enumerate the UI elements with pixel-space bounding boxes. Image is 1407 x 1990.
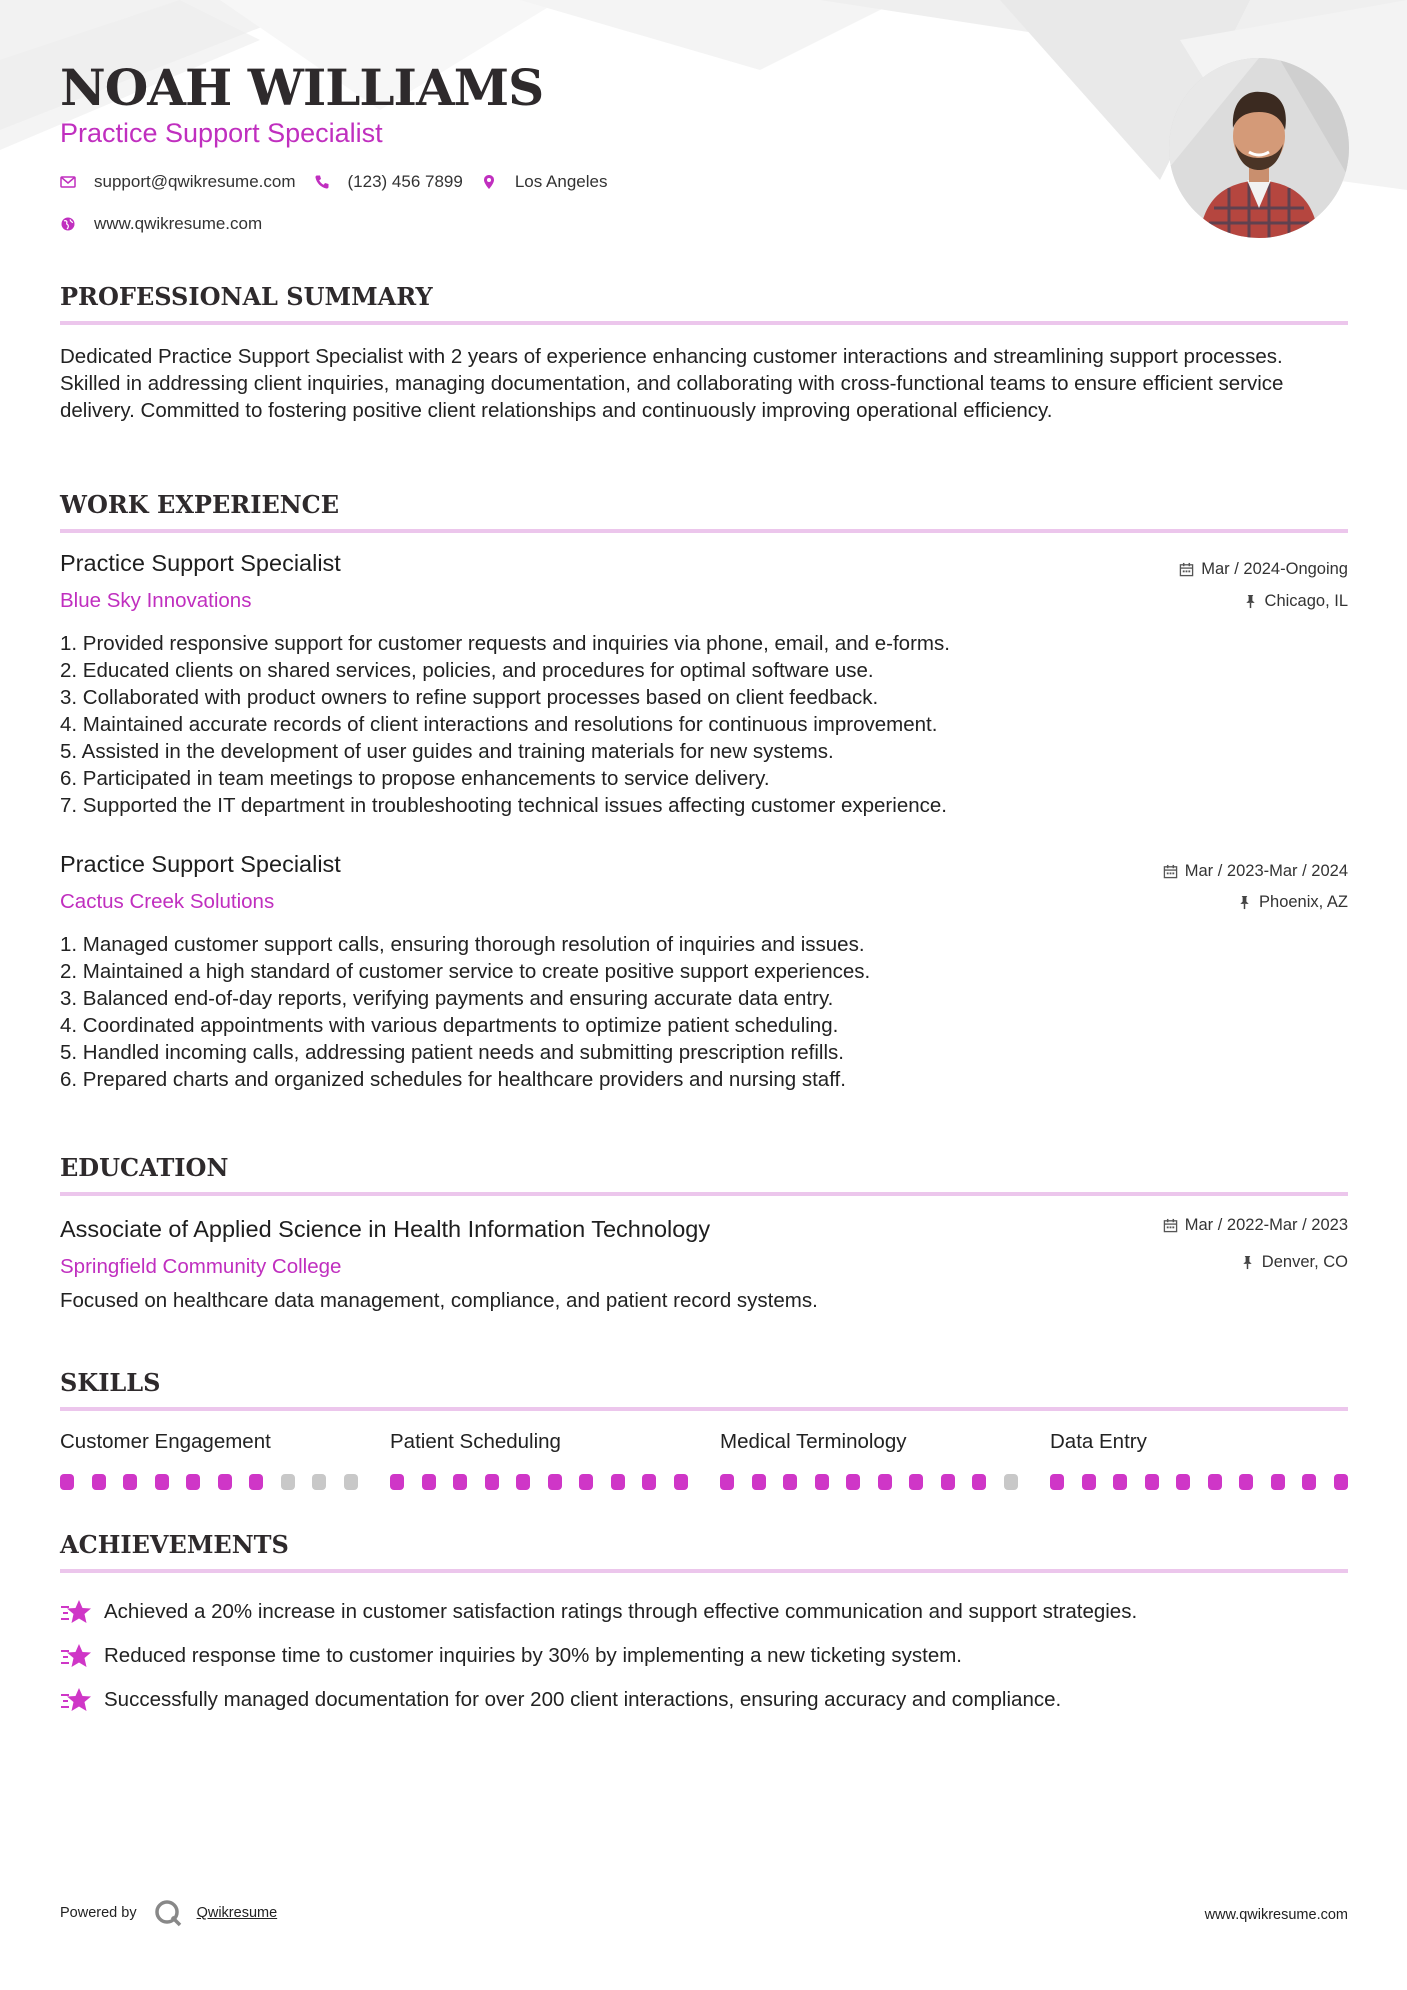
job-dates-text: Mar / 2024-Ongoing [1201,560,1348,578]
skill-rating [720,1474,1018,1490]
job-location [1243,592,1348,611]
calendar-icon [1163,1218,1178,1233]
list-item: 1. Managed customer support calls, ensuring thorough resolution of inquiries and issues. [60,933,865,956]
skill-dot-filled [1208,1474,1222,1490]
list-item: 1. Provided responsive support for customer requests and inquiries via phone, email, and e-forms. [60,632,950,655]
achievement-item [60,1634,1137,1678]
list-item: 2. Educated clients on shared services, policies, and procedures for optimal software use. [60,659,874,682]
education-description: Focused on healthcare data management, compliance, and patient record systems. [60,1289,818,1312]
skill-dot-filled [1082,1474,1096,1490]
skill-dot-filled [1145,1474,1159,1490]
skill-dot-filled [60,1474,74,1490]
skill-dot-filled [972,1474,986,1490]
job-dates-text: Mar / 2023-Mar / 2024 [1184,862,1348,880]
skill-name: Patient Scheduling [390,1430,561,1453]
contact-row [60,172,625,192]
location-text: Los Angeles [514,172,608,191]
education-dates-text: Mar / 2022-Mar / 2023 [1184,1216,1348,1234]
achievement-text: Achieved a 20% increase in customer satisfaction ratings through effective communication and support strategies. [104,1600,1138,1623]
skill-dot-empty [312,1474,326,1490]
phone-text: (123) 456 7899 [347,172,463,191]
job-dates [1179,560,1348,579]
skill-dot-filled [186,1474,200,1490]
skill-item [1050,1430,1348,1490]
skill-dot-filled [516,1474,530,1490]
list-item: 3. Collaborated with product owners to refine support processes based on client feedback. [60,686,879,709]
summary-heading: PROFESSIONAL SUMMARY [60,282,1348,325]
list-item: 3. Balanced end-of-day reports, verifying payments and ensuring accurate data entry. [60,987,834,1010]
powered-by-label: Powered by [60,1905,137,1921]
job-company[interactable]: Cactus Creek Solutions [60,890,275,913]
contact-phone[interactable] [314,172,463,192]
list-item: 5. Handled incoming calls, addressing patient needs and submitting prescription refills. [60,1041,844,1064]
list-item: 7. Supported the IT department in troubleshooting technical issues affecting customer experience. [60,794,947,817]
skill-rating [60,1474,358,1490]
pushpin-icon [1240,1255,1255,1270]
pushpin-icon [1243,594,1258,609]
skill-dot-filled [485,1474,499,1490]
candidate-title: Practice Support Specialist [60,118,383,148]
skill-dot-filled [92,1474,106,1490]
skill-name: Customer Engagement [60,1430,271,1453]
achievements-heading: ACHIEVEMENTS [60,1530,1348,1573]
star-icon [60,1686,92,1714]
skill-item [720,1430,1018,1490]
phone-icon [314,174,330,190]
skill-dot-filled [846,1474,860,1490]
education-dates [1163,1216,1348,1235]
job-bullets [60,630,950,819]
contact-website[interactable] [60,214,262,234]
skill-dot-filled [1239,1474,1253,1490]
skill-dot-filled [422,1474,436,1490]
skill-dot-filled [1176,1474,1190,1490]
skill-dot-filled [218,1474,232,1490]
skill-dot-empty [1004,1474,1018,1490]
qwikresume-logo-icon [153,1898,183,1928]
skill-item [60,1430,358,1490]
achievements-list [60,1590,1137,1722]
list-item: 6. Participated in team meetings to propose enhancements to service delivery. [60,767,770,790]
contact-row-website [60,214,280,234]
skill-dot-filled [720,1474,734,1490]
skill-dot-filled [611,1474,625,1490]
skill-dot-empty [344,1474,358,1490]
education-location [1240,1253,1348,1272]
degree-title: Associate of Applied Science in Health Information Technology [60,1216,711,1242]
pushpin-icon [1237,895,1252,910]
footer-website[interactable]: www.qwikresume.com [1204,1907,1348,1923]
achievement-text: Successfully managed documentation for over 200 client interactions, ensuring accuracy and compliance. [104,1688,1062,1711]
job-title: Practice Support Specialist [60,851,341,877]
skill-dot-filled [941,1474,955,1490]
globe-icon [60,216,76,232]
job-dates [1163,862,1348,881]
skill-dot-filled [1334,1474,1348,1490]
skill-dot-filled [1302,1474,1316,1490]
achievement-item [60,1678,1137,1722]
skill-dot-filled [909,1474,923,1490]
star-icon [60,1642,92,1670]
skill-dot-filled [642,1474,656,1490]
contact-email[interactable] [60,172,296,192]
skill-dot-filled [815,1474,829,1490]
skill-dot-filled [878,1474,892,1490]
list-item: 2. Maintained a high standard of customer service to create positive support experiences. [60,960,871,983]
skills-heading: SKILLS [60,1368,1348,1411]
email-text: support@qwikresume.com [94,172,296,191]
website-text: www.qwikresume.com [94,214,263,233]
skill-dot-filled [249,1474,263,1490]
skill-dot-filled [1050,1474,1064,1490]
brand-link[interactable]: Qwikresume [196,1905,278,1921]
list-item: 5. Assisted in the development of user guides and training materials for new systems. [60,740,834,763]
job-company[interactable]: Blue Sky Innovations [60,589,252,612]
skill-dot-filled [123,1474,137,1490]
envelope-icon [60,174,76,190]
skill-dot-filled [548,1474,562,1490]
skill-name: Data Entry [1050,1430,1147,1453]
skill-dot-filled [783,1474,797,1490]
calendar-icon [1163,864,1178,879]
education-heading: EDUCATION [60,1153,1348,1196]
avatar [1169,58,1349,238]
skill-rating [390,1474,688,1490]
job-bullets [60,931,870,1093]
list-item: 6. Prepared charts and organized schedules for healthcare providers and nursing staff. [60,1068,846,1091]
skill-dot-filled [579,1474,593,1490]
skill-dot-filled [453,1474,467,1490]
map-pin-icon [481,174,497,190]
candidate-name: NOAH WILLIAMS [60,58,544,117]
skill-dot-filled [155,1474,169,1490]
calendar-icon [1179,562,1194,577]
list-item: 4. Coordinated appointments with various departments to optimize patient scheduling. [60,1014,839,1037]
job-location [1237,893,1348,912]
skill-dot-empty [281,1474,295,1490]
skill-dot-filled [390,1474,404,1490]
school-name[interactable]: Springfield Community College [60,1255,342,1278]
job-location-text: Phoenix, AZ [1259,893,1348,911]
skill-dot-filled [752,1474,766,1490]
education-location-text: Denver, CO [1261,1253,1348,1271]
summary-text: Dedicated Practice Support Specialist with 2 years of experience enhancing customer interactions and streamlining support processes. Skilled in addressing client inquiries, managing documentation, and collaborating with cross-functional teams to ensure efficient service delivery. Committed to fostering positive client relationships and continuously improving operational efficiency. [60,345,1284,422]
job-location-text: Chicago, IL [1264,592,1348,610]
achievement-item [60,1590,1137,1634]
list-item: 4. Maintained accurate records of client interactions and resolutions for continuous improvement. [60,713,938,736]
skills-list [60,1430,1348,1490]
skill-rating [1050,1474,1348,1490]
skill-dot-filled [674,1474,688,1490]
skill-name: Medical Terminology [720,1430,907,1453]
footer-powered-by [60,1898,277,1928]
job-title: Practice Support Specialist [60,550,341,576]
skill-dot-filled [1113,1474,1127,1490]
profile-photo [1169,58,1349,238]
achievement-text: Reduced response time to customer inquiries by 30% by implementing a new ticketing system. [104,1644,962,1667]
skill-dot-filled [1271,1474,1285,1490]
experience-heading: WORK EXPERIENCE [60,490,1348,533]
star-icon [60,1598,92,1626]
contact-location [481,172,608,192]
skill-item [390,1430,688,1490]
